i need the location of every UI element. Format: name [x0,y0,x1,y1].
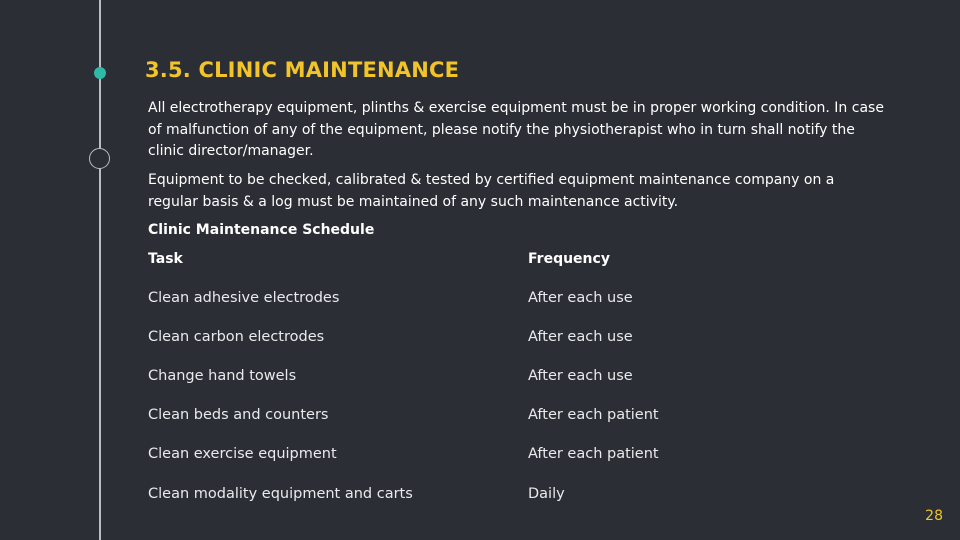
task-cell: Clean beds and counters [148,407,329,423]
task-cell: Change hand towels [148,368,297,384]
task-cell: Clean carbon electrodes [148,329,325,345]
page-number: 28 [925,508,943,524]
timeline-line [99,0,101,540]
paragraph-calibration: Equipment to be checked, calibrated & tested by certified equipment maintenance company on a regular basis & a log must be maintained of any such maintenance activity. [148,172,835,210]
slide-title: 3.5. CLINIC MAINTENANCE [145,58,460,82]
frequency-cell: Daily [528,486,565,502]
frequency-cell: After each patient [528,407,659,423]
paragraph-equipment-condition: All electrotherapy equipment, plinths & exercise equipment must be in proper working condition. In case of malfunction of any of the equipment, please notify the physiotherapist who in turn shall notify the clinic director/manager. [148,100,884,159]
task-cell: Clean modality equipment and carts [148,486,413,502]
header-frequency: Frequency [528,251,610,267]
timeline-dot-active [94,67,106,79]
frequency-cell: After each use [528,368,633,384]
task-cell: Clean adhesive electrodes [148,290,340,306]
task-cell: Clean exercise equipment [148,446,337,462]
timeline-ring [89,148,110,169]
frequency-cell: After each use [528,290,633,306]
frequency-cell: After each use [528,329,633,345]
frequency-cell: After each patient [528,446,659,462]
header-task: Task [148,251,183,267]
schedule-title: Clinic Maintenance Schedule [148,222,375,238]
